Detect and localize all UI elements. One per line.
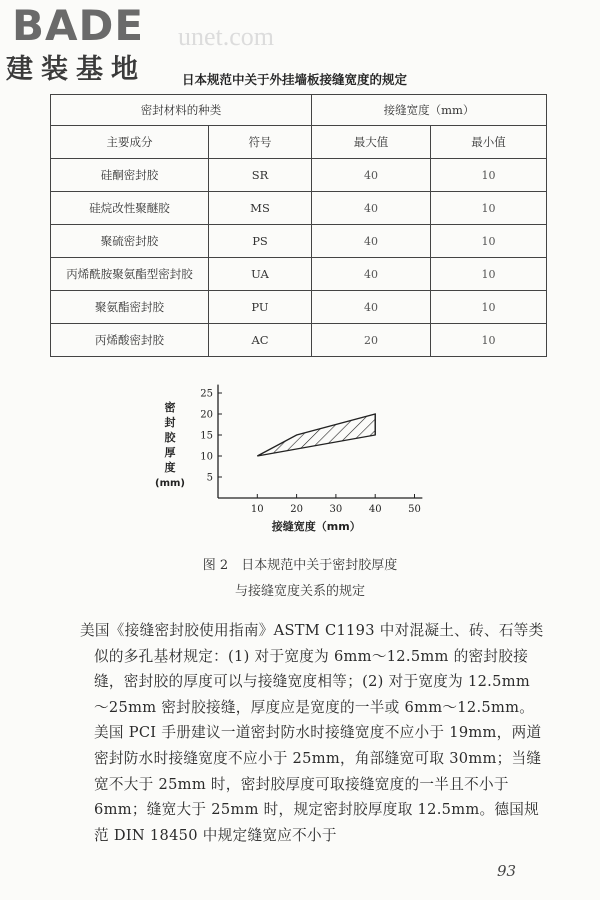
table-cell-min: 10 bbox=[431, 159, 547, 192]
x-tick-label: 30 bbox=[329, 504, 343, 515]
table-caption: 日本规范中关于外挂墙板接缝宽度的规定 bbox=[182, 72, 408, 87]
y-axis-label: 封 bbox=[164, 416, 176, 429]
table-column-header-row bbox=[51, 126, 547, 159]
table-row bbox=[51, 225, 547, 258]
table-cell-symbol: PU bbox=[209, 291, 312, 324]
chart-svg bbox=[150, 388, 450, 545]
x-tick-label: 50 bbox=[408, 504, 421, 515]
y-axis-label: 度 bbox=[164, 461, 176, 474]
logo-main-text: BADE bbox=[12, 1, 145, 50]
x-axis-label: 接缝宽度（mm） bbox=[271, 520, 361, 533]
table-cell-min: 10 bbox=[431, 291, 547, 324]
table-cell-name: 聚氨酯密封胶 bbox=[51, 291, 209, 324]
figure-caption-line2: 与接缝宽度关系的规定 bbox=[234, 584, 365, 599]
table-cell-symbol: UA bbox=[209, 258, 312, 291]
col-header-max: 最大值 bbox=[312, 126, 431, 159]
page-number: 93 bbox=[497, 862, 517, 880]
group-header-width: 接缝宽度（mm） bbox=[312, 95, 547, 126]
y-tick-label: 15 bbox=[200, 430, 213, 442]
col-header-component: 主要成分 bbox=[51, 126, 209, 159]
table-cell-name: 丙烯酸密封胶 bbox=[51, 324, 209, 357]
y-tick-label: 10 bbox=[200, 451, 213, 463]
figure-caption-line1: 图 2 日本规范中关于密封胶厚度 bbox=[202, 558, 398, 573]
table-cell-min: 10 bbox=[431, 192, 547, 225]
table-row bbox=[51, 291, 547, 324]
watermark: unet.com bbox=[178, 22, 275, 51]
table-cell-min: 10 bbox=[431, 258, 547, 291]
sealant-table bbox=[50, 94, 547, 357]
x-tick-label: 20 bbox=[290, 504, 303, 515]
chart bbox=[150, 388, 450, 545]
table-cell-name: 硅酮密封胶 bbox=[51, 159, 209, 192]
table-cell-max: 40 bbox=[312, 159, 431, 192]
table-cell-symbol: PS bbox=[209, 225, 312, 258]
table-cell-max: 20 bbox=[312, 324, 431, 357]
table-cell-symbol: MS bbox=[209, 192, 312, 225]
table-cell-max: 40 bbox=[312, 258, 431, 291]
body-text bbox=[80, 618, 544, 848]
table-group-header-row bbox=[51, 95, 547, 126]
y-axis-label: 厚 bbox=[164, 446, 176, 459]
col-header-min: 最小值 bbox=[431, 126, 547, 159]
table-cell-max: 40 bbox=[312, 225, 431, 258]
table-cell-name: 硅烷改性聚醚胶 bbox=[51, 192, 209, 225]
y-axis-label: 密 bbox=[164, 401, 176, 414]
body-paragraph: 美国《接缝密封胶使用指南》ASTM C1193 中对混凝土、砖、石等类似的多孔基材规定：(1) 对于宽度为 6mm～12.5mm 的密封胶接缝，密封胶的厚度可以与接缝宽度相等；(2) 对于宽度为 12.5mm～25mm 密封胶接缝，厚度应是宽度的一半或 6mm～12.5mm。美国 PCI 手册建议一道密封防水时接缝宽度不应小于 19mm，两道密封防水时接缝宽度不应小于 25mm，角部缝宽可取 30mm；当缝宽不大于 25mm 时，密封胶厚度可取接缝宽度的一半且不小于 6mm；缝宽大于 25mm 时，规定密封胶厚度取 12.5mm。德国规范 DIN 18450 中规定缝宽应不小于 bbox=[80, 622, 544, 844]
table-cell-name: 丙烯酰胺聚氨酯型密封胶 bbox=[51, 258, 209, 291]
y-tick-label: 20 bbox=[200, 409, 213, 421]
table-cell-min: 10 bbox=[431, 225, 547, 258]
y-axis-label: 胶 bbox=[164, 431, 176, 444]
table-row bbox=[51, 159, 547, 192]
hatched-region bbox=[257, 414, 375, 456]
y-tick-label: 25 bbox=[200, 388, 213, 400]
table-cell-min: 10 bbox=[431, 324, 547, 357]
table-cell-name: 聚硫密封胶 bbox=[51, 225, 209, 258]
y-tick-label: 5 bbox=[206, 472, 213, 484]
col-header-symbol: 符号 bbox=[209, 126, 312, 159]
x-tick-label: 10 bbox=[250, 504, 264, 515]
table-row bbox=[51, 258, 547, 291]
table-cell-max: 40 bbox=[312, 192, 431, 225]
group-header-material: 密封材料的种类 bbox=[51, 95, 312, 126]
table-cell-symbol: SR bbox=[209, 159, 312, 192]
table-row bbox=[51, 324, 547, 357]
logo-sub-text: 建装基地 bbox=[6, 54, 146, 85]
table-cell-symbol: AC bbox=[209, 324, 312, 357]
x-tick-label: 40 bbox=[368, 504, 382, 515]
logo bbox=[6, 2, 181, 94]
table-row bbox=[51, 192, 547, 225]
table-cell-max: 40 bbox=[312, 291, 431, 324]
y-axis-label: (mm) bbox=[155, 478, 185, 489]
